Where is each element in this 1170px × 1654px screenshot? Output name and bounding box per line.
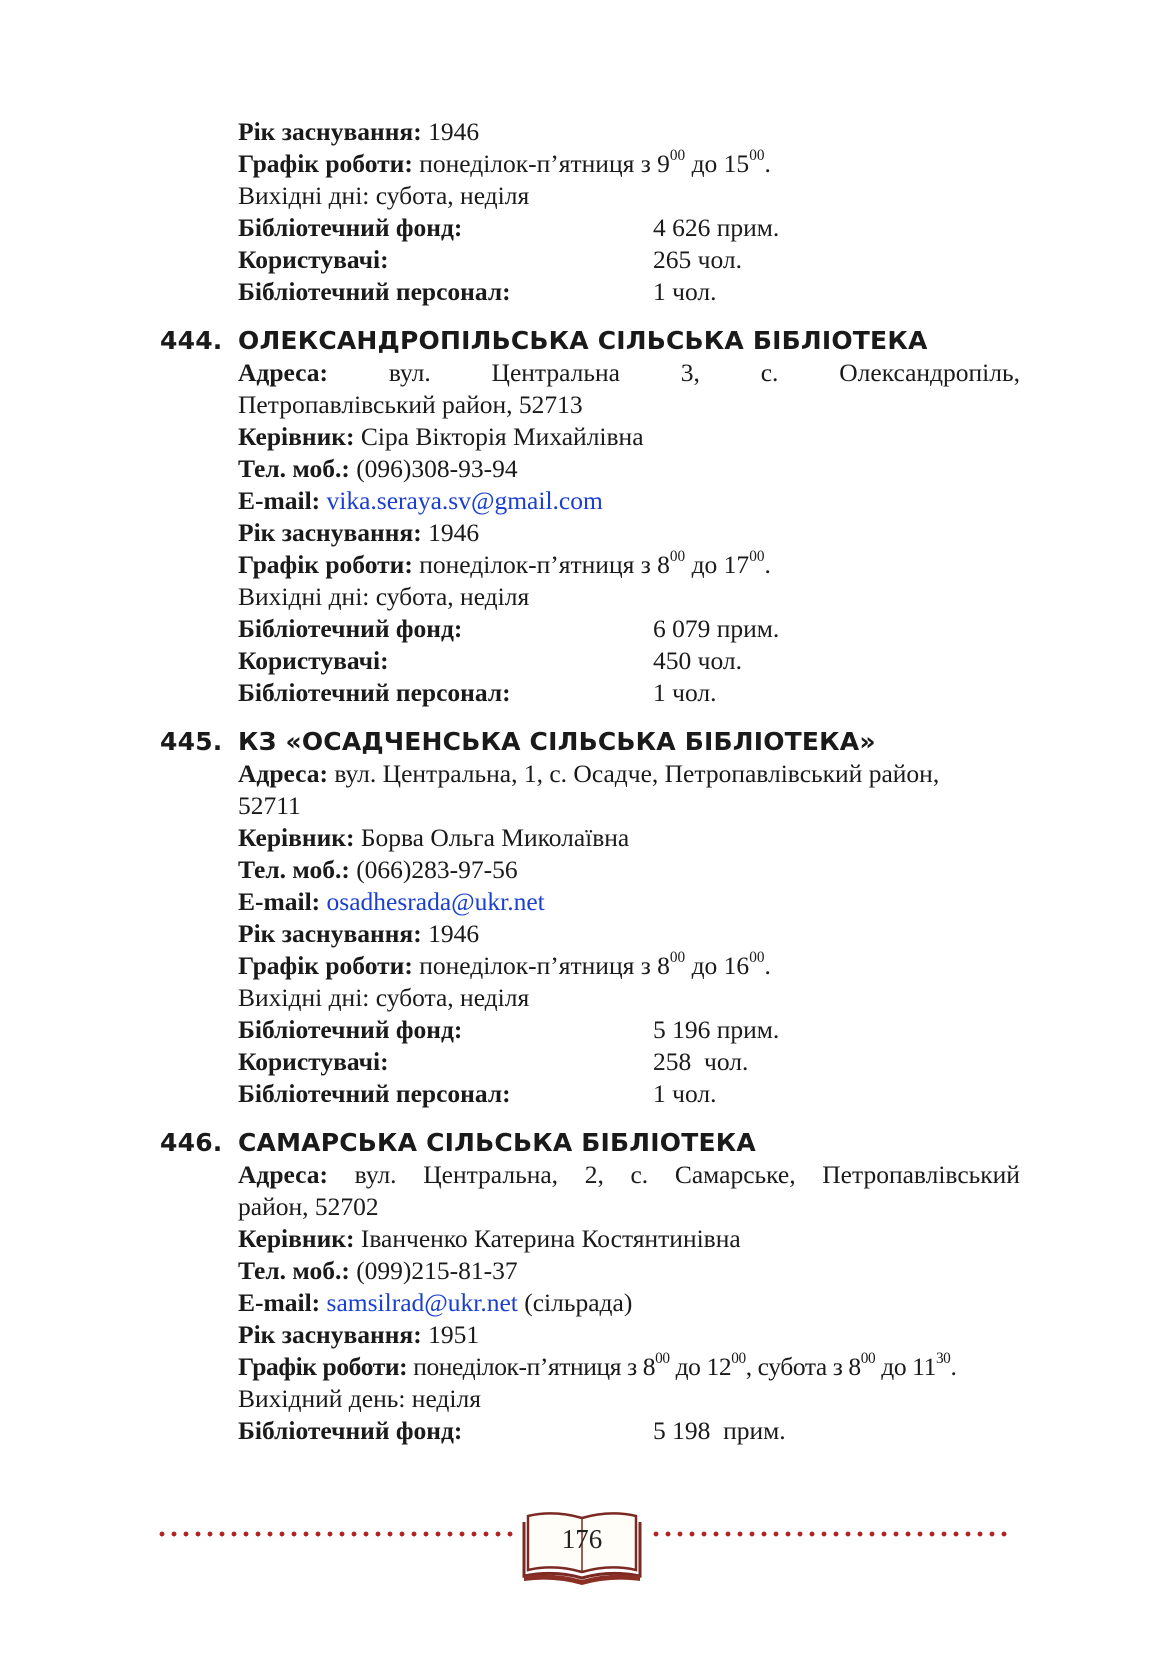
schedule-line bbox=[238, 1351, 1020, 1383]
users-label: Користувачі: bbox=[238, 646, 389, 675]
fund-label: Бібліотечний фонд: bbox=[238, 213, 463, 242]
founded-label: Рік заснування: bbox=[238, 518, 422, 547]
address-word: вул. bbox=[354, 1160, 397, 1189]
schedule-label: Графік роботи: bbox=[238, 149, 413, 178]
schedule-end: . bbox=[764, 550, 771, 579]
schedule-label: Графік роботи: bbox=[238, 550, 413, 579]
page-number: 176 bbox=[561, 1524, 603, 1554]
fund-value: 6 079 прим. bbox=[653, 614, 780, 643]
address-line bbox=[238, 357, 1020, 389]
address-word: Центральна, bbox=[423, 1160, 559, 1189]
staff-value: 1 чол. bbox=[653, 1079, 717, 1108]
founded-value: 1946 bbox=[428, 518, 480, 547]
fund-value: 4 626 прим. bbox=[653, 213, 780, 242]
address-line-2: 52711 bbox=[238, 791, 301, 820]
address-line bbox=[238, 758, 1020, 790]
users-value: 450 чол. bbox=[653, 646, 742, 675]
head-label: Керівник: bbox=[238, 1224, 355, 1253]
phone-label: Тел. моб.: bbox=[238, 454, 350, 483]
phone-label: Тел. моб.: bbox=[238, 855, 350, 884]
address-word: с. bbox=[630, 1160, 649, 1189]
entry-heading bbox=[160, 325, 1020, 357]
continued-entry bbox=[160, 116, 1020, 308]
fund-value: 5 196 прим. bbox=[653, 1015, 780, 1044]
fund-label: Бібліотечний фонд: bbox=[238, 1416, 463, 1445]
days-off-line: Вихідні дні: субота, неділя bbox=[238, 983, 530, 1012]
phone-line bbox=[238, 1255, 1020, 1287]
email-link[interactable]: osadhesrada@ukr.net bbox=[326, 887, 545, 916]
schedule-end: . bbox=[764, 149, 771, 178]
address-line-2: Петропавлівський район, 52713 bbox=[238, 390, 583, 419]
head-line bbox=[238, 822, 1020, 854]
email-line bbox=[238, 886, 1020, 918]
schedule-line bbox=[238, 549, 1020, 581]
founded-label: Рік заснування: bbox=[238, 1320, 422, 1349]
founded-value: 1946 bbox=[428, 117, 480, 146]
days-off-line: Вихідний день: неділя bbox=[238, 1384, 481, 1413]
users-row bbox=[238, 244, 1020, 276]
page-footer bbox=[0, 1508, 1170, 1588]
users-value: 265 чол. bbox=[653, 245, 742, 274]
staff-value: 1 чол. bbox=[653, 277, 717, 306]
address-label: Адреса: bbox=[238, 759, 328, 788]
phone-label: Тел. моб.: bbox=[238, 1256, 350, 1285]
staff-row bbox=[238, 677, 1020, 709]
head-value: Іванченко Катерина Костянтинівна bbox=[360, 1224, 741, 1253]
schedule-line bbox=[238, 950, 1020, 982]
address-line bbox=[238, 1159, 1020, 1191]
schedule-text: до 12 bbox=[675, 1352, 732, 1381]
fund-row bbox=[238, 1014, 1020, 1046]
schedule-line bbox=[238, 148, 1020, 180]
schedule-time-sup: 00 bbox=[749, 548, 765, 566]
users-row bbox=[238, 1046, 1020, 1078]
fund-row bbox=[238, 212, 1020, 244]
schedule-text: понеділок-п’ятниця з 8 bbox=[413, 1352, 656, 1381]
address-label: Адреса: bbox=[238, 1160, 328, 1189]
schedule-text: до 17 bbox=[691, 550, 750, 579]
staff-label: Бібліотечний персонал: bbox=[238, 1079, 511, 1108]
days-off-line: Вихідні дні: субота, неділя bbox=[238, 181, 530, 210]
email-note: (сільрада) bbox=[524, 1288, 633, 1317]
email-label: E-mail: bbox=[238, 887, 321, 916]
staff-label: Бібліотечний персонал: bbox=[238, 277, 511, 306]
fund-row bbox=[238, 1415, 1020, 1447]
staff-label: Бібліотечний персонал: bbox=[238, 678, 511, 707]
head-label: Керівник: bbox=[238, 823, 355, 852]
head-line bbox=[238, 1223, 1020, 1255]
schedule-time-sup: 00 bbox=[749, 147, 765, 165]
staff-row bbox=[238, 276, 1020, 308]
schedule-time-sup: 00 bbox=[669, 147, 686, 165]
schedule-label: Графік роботи: bbox=[238, 951, 413, 980]
address-word: Олександропіль, bbox=[839, 358, 1020, 387]
founded-line bbox=[238, 918, 1020, 950]
entry-heading bbox=[160, 1127, 1020, 1159]
head-line bbox=[238, 421, 1020, 453]
email-label: E-mail: bbox=[238, 486, 321, 515]
entry-body bbox=[160, 758, 1020, 1110]
fund-row bbox=[238, 613, 1020, 645]
address-line-2: район, 52702 bbox=[238, 1192, 379, 1221]
address-word: с. bbox=[760, 358, 779, 387]
entry-body bbox=[160, 357, 1020, 709]
phone-line bbox=[238, 453, 1020, 485]
entry-title: ОЛЕКСАНДРОПІЛЬСЬКА СІЛЬСЬКА БІБЛІОТЕКА bbox=[238, 326, 928, 355]
founded-value: 1946 bbox=[428, 919, 480, 948]
founded-value: 1951 bbox=[428, 1320, 480, 1349]
users-label: Користувачі: bbox=[238, 1047, 389, 1076]
address-word: 3, bbox=[680, 358, 700, 387]
fund-label: Бібліотечний фонд: bbox=[238, 614, 463, 643]
schedule-text: до 16 bbox=[691, 951, 750, 980]
head-value: Сіра Вікторія Михайлівна bbox=[360, 422, 644, 451]
schedule-text: понеділок-п’ятниця з 8 bbox=[419, 550, 670, 579]
users-value: 258 чол. bbox=[653, 1047, 749, 1076]
fund-value: 5 198 прим. bbox=[653, 1416, 786, 1445]
schedule-time-sup: 30 bbox=[935, 1350, 951, 1368]
address-word: Центральна bbox=[491, 358, 620, 387]
head-label: Керівник: bbox=[238, 422, 355, 451]
founded-label: Рік заснування: bbox=[238, 919, 422, 948]
founded-line bbox=[238, 1319, 1020, 1351]
head-value: Борва Ольга Миколаївна bbox=[360, 823, 630, 852]
entry-heading bbox=[160, 726, 1020, 758]
schedule-time-sup: 00 bbox=[669, 548, 686, 566]
staff-value: 1 чол. bbox=[653, 678, 717, 707]
email-link[interactable]: samsilrad@ukr.net bbox=[326, 1288, 518, 1317]
entry-title: КЗ «ОСАДЧЕНСЬКА СІЛЬСЬКА БІБЛІОТЕКА» bbox=[238, 727, 876, 756]
address-label: Адреса: bbox=[238, 358, 328, 387]
email-link[interactable]: vika.seraya.sv@gmail.com bbox=[326, 486, 603, 515]
founded-line bbox=[238, 517, 1020, 549]
schedule-time-sup: 00 bbox=[669, 949, 686, 967]
entry-body bbox=[160, 1159, 1020, 1447]
users-row bbox=[238, 645, 1020, 677]
schedule-text: до 11 bbox=[881, 1352, 936, 1381]
schedule-time-sup: 00 bbox=[655, 1350, 670, 1368]
founded-line bbox=[238, 116, 1020, 148]
staff-row bbox=[238, 1078, 1020, 1110]
address-word: вул. bbox=[388, 358, 431, 387]
schedule-time-sup: 00 bbox=[749, 949, 765, 967]
schedule-end: . bbox=[950, 1352, 957, 1381]
founded-label: Рік заснування: bbox=[238, 117, 422, 146]
schedule-time-sup: 00 bbox=[731, 1350, 746, 1368]
schedule-text: понеділок-п’ятниця з 9 bbox=[419, 149, 670, 178]
ornament-border-left bbox=[156, 1528, 516, 1540]
days-off-line: Вихідні дні: субота, неділя bbox=[238, 582, 530, 611]
phone-value: (099)215-81-37 bbox=[356, 1256, 518, 1285]
address-word: Самарське, bbox=[674, 1160, 796, 1189]
schedule-text: , субота з 8 bbox=[745, 1352, 861, 1381]
schedule-text: до 15 bbox=[691, 149, 750, 178]
email-label: E-mail: bbox=[238, 1288, 321, 1317]
fund-label: Бібліотечний фонд: bbox=[238, 1015, 463, 1044]
entry-number: 445. bbox=[160, 727, 223, 756]
page-content bbox=[160, 116, 1020, 1447]
schedule-end: . bbox=[764, 951, 771, 980]
entry-title: САМАРСЬКА СІЛЬСЬКА БІБЛІОТЕКА bbox=[238, 1128, 756, 1157]
address-word: Петропавлівський bbox=[822, 1160, 1020, 1189]
address-word: 2, bbox=[584, 1160, 604, 1189]
users-label: Користувачі: bbox=[238, 245, 389, 274]
email-line bbox=[238, 485, 1020, 517]
schedule-label: Графік роботи: bbox=[238, 1352, 408, 1381]
schedule-time-sup: 00 bbox=[860, 1350, 876, 1368]
ornament-border-right bbox=[650, 1528, 1010, 1540]
entry-number: 446. bbox=[160, 1128, 223, 1157]
phone-value: (066)283-97-56 bbox=[356, 855, 518, 884]
address-value: вул. Центральна, 1, с. Осадче, Петропавлівський район, bbox=[334, 759, 940, 788]
entry-number: 444. bbox=[160, 326, 223, 355]
phone-value: (096)308-93-94 bbox=[356, 454, 518, 483]
phone-line bbox=[238, 854, 1020, 886]
schedule-text: понеділок-п’ятниця з 8 bbox=[419, 951, 670, 980]
email-line bbox=[238, 1287, 1020, 1319]
